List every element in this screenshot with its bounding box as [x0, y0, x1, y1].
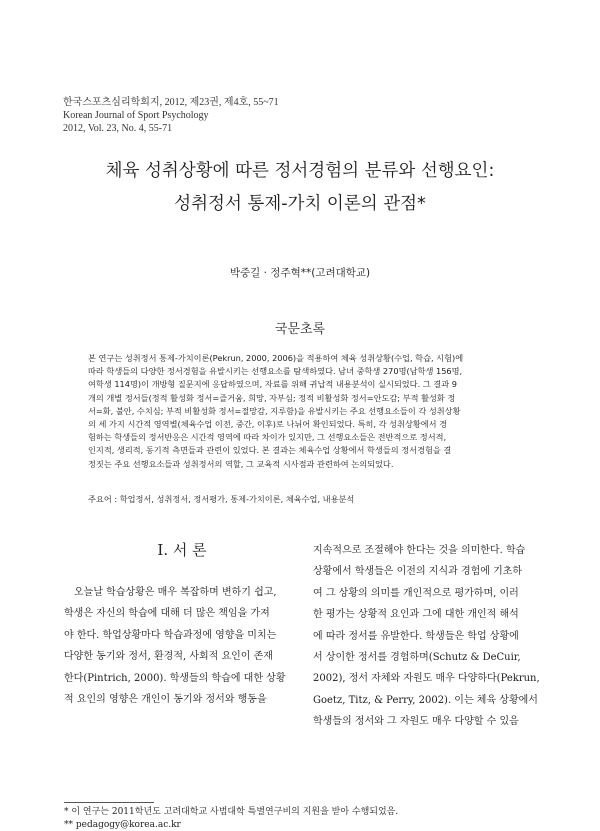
body-line: 한다(Pintrich, 2000). 학생들의 학습에 대한 상황 [64, 668, 300, 689]
body-line: 학생은 자신의 학습에 대해 더 많은 책임을 가져 [64, 603, 300, 624]
title-line-1: 체육 성취상황에 따른 정서경험의 분류와 선행요인: [20, 155, 580, 188]
journal-name-english: Korean Journal of Sport Psychology [63, 109, 483, 122]
footnotes [64, 806, 544, 831]
abstract-line: 개의 개별 정서들(정적 활성화 정서=즐거움, 희망, 자부심; 정적 비활성화 정서=안도감; 부적 활성화 정 [88, 392, 514, 405]
body-line: 2002), 정서 자체와 자원도 매우 다양하다(Pekrun, [313, 668, 541, 689]
abstract-line: 따라 학생들의 다양한 정서경험을 유발시키는 선행요소를 탐색하였다. 남녀 중학생 270명(남학생 156명, [88, 365, 514, 378]
body-line: 적 요인의 영향은 개인이 동기와 정서와 행동을 [64, 689, 300, 710]
author-line: 박중길 · 정주혁**(고려대학교) [0, 265, 600, 280]
abstract-line: 험하는 학생들의 정서반응은 시간적 영역에 따라 차이가 있지만, 그 선행요소들은 전반적으로 정서적, [88, 431, 514, 444]
body-column-right [313, 540, 541, 733]
footnote-contact: ** pedagogy@korea.ac.kr [64, 819, 544, 831]
paper-title [20, 155, 580, 221]
body-line: 상황에서 학생들은 이전의 지식과 경험에 기초하 [313, 561, 541, 582]
body-line: 학생들의 정서와 그 자원도 매우 다양할 수 있음 [313, 711, 541, 732]
body-line: 오늘날 학습상황은 매우 복잡하며 변하기 쉽고, [64, 582, 300, 603]
footnote-divider [64, 802, 154, 803]
abstract-line: 의 세 가지 시간적 영역별(체육수업 이전, 중간, 이후)로 나뉘어 확인되었다. 특히, 각 성취상황에서 경 [88, 418, 514, 431]
abstract-body [88, 352, 514, 471]
body-line: 서 상이한 정서를 경험하며(Schutz & DeCuir, [313, 647, 541, 668]
body-line: Goetz, Titz, & Perry, 2002). 이는 체육 상황에서 [313, 690, 541, 711]
body-line: 여 그 상황의 의미를 개인적으로 평가하며, 이러 [313, 583, 541, 604]
abstract-line: 본 연구는 성취정서 통제-가치이론(Pekrun, 2000, 2006)을 적용하여 체육 성취상황(수업, 학습, 시험)에 [88, 352, 514, 365]
abstract-heading: 국문초록 [0, 318, 600, 337]
footnote-funding: * 이 연구는 2011학년도 고려대학교 사범대학 특별연구비의 지원을 받아 수행되었음. [64, 806, 544, 819]
body-line: 야 한다. 학업상황마다 학습과정에 영향을 미치는 [64, 625, 300, 646]
journal-name-korean: 한국스포츠심리학회지, 2012, 제23권, 제4호, 55~71 [63, 96, 483, 109]
journal-volume: 2012, Vol. 23, No. 4, 55-71 [63, 122, 483, 135]
body-line: 다양한 동기와 정서, 환경적, 사회적 요인이 존재 [64, 646, 300, 667]
abstract-line: 여학생 114명)이 개방형 질문지에 응답하였으며, 자료를 위해 귀납적 내용분석이 실시되었다. 그 결과 9 [88, 378, 514, 391]
title-line-2: 성취정서 통제-가치 이론의 관점* [20, 188, 580, 221]
abstract-line: 정짓는 주요 선행요소들과 성취정서의 역할, 그 교육적 시사점과 관련하여 논의되었다. [88, 458, 514, 471]
abstract-line: 서=화, 불안, 수치심; 부적 비활성화 정서=절망감, 지루함)을 유발시키는 주요 선행요소들이 각 성취상황 [88, 405, 514, 418]
abstract-line: 인지적, 생리적, 동기적 측면들과 관련이 있었다. 본 결과는 체육수업 상황에서 학생들의 정서경험을 결 [88, 444, 514, 457]
keywords-line: 주요어 : 학업정서, 성취정서, 정서평가, 통제-가치이론, 체육수업, 내용분석 [88, 494, 514, 505]
section-heading: I. 서 론 [64, 540, 300, 582]
body-line: 지속적으로 조절해야 한다는 것을 의미한다. 학습 [313, 540, 541, 561]
body-column-left [64, 540, 300, 710]
journal-header [63, 96, 483, 135]
body-line: 한 평가는 상황적 요인과 그에 대한 개인적 해석 [313, 604, 541, 625]
body-line: 에 따라 정서를 유발한다. 학생들은 학업 상황에 [313, 626, 541, 647]
